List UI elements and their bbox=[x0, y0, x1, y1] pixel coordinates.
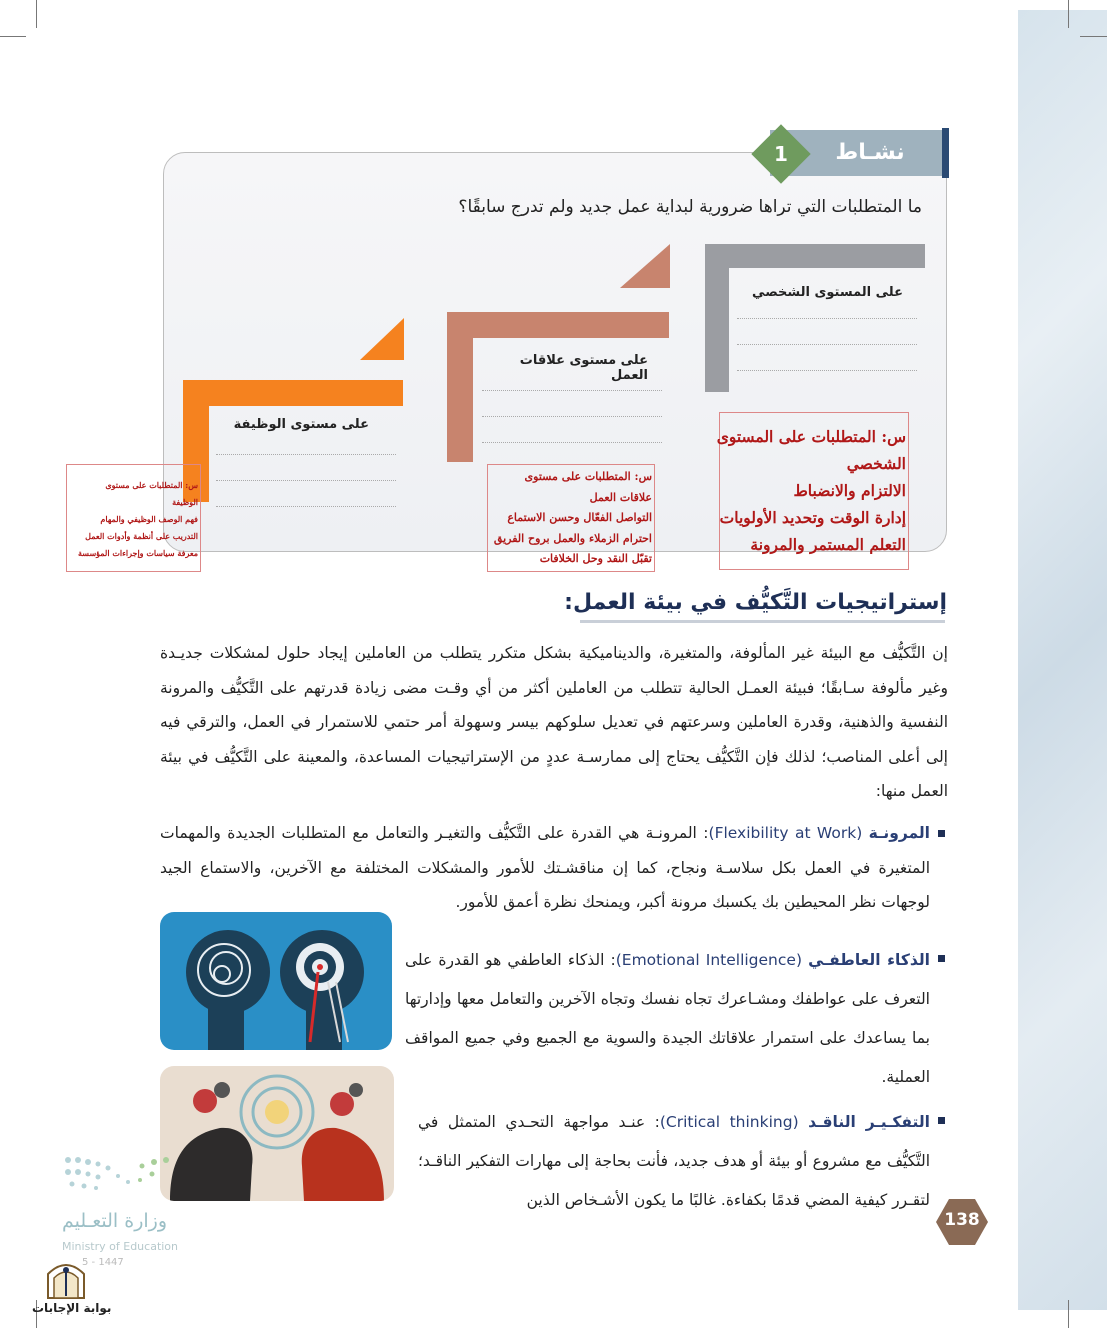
relations-answer-box bbox=[487, 464, 655, 572]
answer-line-text: الوظيفة bbox=[172, 497, 198, 507]
decorative-side-strip bbox=[1018, 10, 1107, 1310]
personal-level-bar bbox=[705, 244, 925, 268]
personal-level-label: على المستوى الشخصي bbox=[752, 285, 903, 300]
strategy-term: الذكاء العاطفـي bbox=[808, 951, 930, 969]
crop-mark bbox=[1068, 0, 1069, 28]
answer-line-text: تقبّل النقد وحل الخلافات bbox=[539, 552, 652, 565]
bullet-square bbox=[938, 830, 945, 837]
crop-mark bbox=[1068, 1300, 1069, 1328]
answer-line bbox=[216, 480, 396, 481]
answer-line bbox=[737, 370, 917, 371]
answer-line bbox=[482, 442, 662, 443]
answer-line-text: س: المتطلبات على مستوى bbox=[524, 470, 652, 483]
strategy-term-en: (Flexibility at Work) bbox=[708, 824, 863, 842]
answer-line-text: س: المتطلبات على مستوى bbox=[105, 480, 198, 490]
ministry-year: 5 - 1447 bbox=[82, 1257, 124, 1268]
gears-heads-illustration bbox=[160, 1066, 394, 1201]
answer-line-text: فهم الوصف الوظيفي والمهام bbox=[100, 514, 198, 524]
ministry-name-en: Ministry of Education bbox=[62, 1240, 179, 1253]
answer-line bbox=[216, 454, 396, 455]
strategy-term: المرونـة bbox=[868, 824, 930, 842]
strategy-text: : المرونـة هي القدرة على التَّكيُّف والتغيـر والتعامل مع المتطلبات الجديدة والمهمات المتغيرة في العمل بكل سلاسـة ونجاح، كما إن مناقشـتك للأمور والمشكلات المختلفة مع الآخرين، والاستماع الجيد لوجهات نظر المحيطين بك يكسبك مرونة أكبر، ويمنحك نظرة أعمق للأمور. bbox=[160, 824, 930, 911]
section-title-underline bbox=[580, 620, 945, 623]
relations-level-bracket bbox=[447, 312, 473, 462]
job-level-label: على مستوى الوظيفة bbox=[233, 417, 369, 432]
relations-level-triangle bbox=[620, 244, 670, 288]
emotional-intelligence-image bbox=[160, 912, 392, 1050]
relations-level-bar bbox=[447, 312, 669, 338]
job-level-bar bbox=[183, 380, 403, 406]
crop-mark bbox=[36, 0, 37, 28]
activity-question: ما المتطلبات التي تراها ضرورية لبداية عمل جديد ولم تدرج سابقًا؟ bbox=[458, 197, 922, 217]
answer-line-text: معرفة سياسات وإجراءات المؤسسة bbox=[78, 548, 198, 558]
ministry-name-ar: وزارة التعـليم bbox=[62, 1210, 168, 1232]
answer-line-text: س: المتطلبات على المستوى bbox=[716, 427, 906, 446]
activity-number-badge bbox=[751, 124, 810, 183]
strategy-text: : الذكاء العاطفي هو القدرة على التعرف على عواطفك ومشـاعرك تجاه نفسك وتجاه الآخرين والتعامل معها وإدارتها بما يساعدك على استمرار علاقاتك الجيدة والسوية مع الجميع وفي جميع المواقف العملية. bbox=[405, 951, 930, 1086]
answer-line-text: التواصل الفعّال وحسن الاستماع bbox=[507, 511, 652, 524]
job-answer-box bbox=[66, 464, 201, 572]
personal-answer-box bbox=[716, 412, 909, 570]
answer-line-text: التدريب على أنظمة وأدوات العمل bbox=[85, 531, 198, 541]
personal-level-bracket bbox=[705, 244, 729, 392]
strategy-text: : عنـد مواجهة التحـدي المتمثل في التَّكيُّف مع مشروع أو بيئة أو هدف جديد، فأنت بحاجة إلى مهارات التفكير الناقـد؛ لتقـرر كيفية المضي قدمًا بكفاءة. غالبًا ما يكون الأشـخاص الذين bbox=[418, 1113, 930, 1209]
strategy-critical-thinking bbox=[418, 1103, 930, 1220]
strategy-term: التفكـيـر الناقـد bbox=[808, 1113, 930, 1131]
activity-label: نشـاط bbox=[835, 140, 905, 165]
strategy-term-en: (Critical thinking) bbox=[659, 1113, 799, 1131]
strategy-emotional-intelligence bbox=[405, 941, 930, 1097]
portal-name: بوابة الإجابات bbox=[32, 1301, 112, 1315]
strategy-flexibility bbox=[160, 816, 930, 920]
ministry-logo-dots bbox=[62, 1152, 182, 1200]
answer-line bbox=[216, 506, 396, 507]
answer-line-text: احترام الزملاء والعمل بروح الفريق bbox=[493, 531, 652, 545]
answer-line-text: الالتزام والانضباط bbox=[793, 481, 906, 500]
intro-paragraph: إن التَّكيُّف مع البيئة غير المألوفة، والمتغيرة، والديناميكية بشكل متكرر يتطلب من العاملين إيجاد حلول لمشكلات جديـدة وغير مألوفة سـابقًا؛ فبيئة العمـل الحالية تتطلب من العاملين أكثر من أي وقـت مضى زيادة قدرتهم على التَّكيُّف والمرونة النفسية والذهنية، وقدرة العاملين وسرعتهم في تعديل سلوكهم بيسر وسهولة أمر حتمي للاستمرار في العمل، والترقي فيه إلى أعلى المناصب؛ لذلك فإن التَّكيُّف يحتاج إلى ممارسـة عددٍ من الإستراتيجيات المساعدة، والمعينة على التَّكيُّف في بيئة العمل منها: bbox=[160, 644, 948, 800]
heads-illustration bbox=[160, 912, 392, 1050]
activity-tab-edge bbox=[942, 128, 949, 178]
section-title: إستراتيجيات التَّكيُّف في بيئة العمل: bbox=[564, 590, 947, 615]
answer-line bbox=[482, 416, 662, 417]
page-number: 138 bbox=[944, 1210, 980, 1230]
bullet-square bbox=[938, 955, 945, 962]
job-level-triangle bbox=[360, 318, 404, 360]
answer-line-text: التعلم المستمر والمرونة bbox=[750, 535, 906, 554]
activity-number: 1 bbox=[774, 142, 788, 166]
answer-line-text: إدارة الوقت وتحديد الأولويات bbox=[719, 508, 906, 527]
answer-line-text: الشخصي bbox=[846, 454, 906, 473]
answer-line bbox=[482, 390, 662, 391]
portal-logo-icon bbox=[44, 1256, 88, 1300]
answer-line-text: علاقات العمل bbox=[589, 490, 652, 504]
answer-line bbox=[737, 344, 917, 345]
crop-mark bbox=[0, 36, 26, 37]
relations-level-label: على مستوى علاقات العمل bbox=[519, 353, 648, 383]
critical-thinking-image bbox=[160, 1066, 394, 1201]
answer-line bbox=[737, 318, 917, 319]
strategy-term-en: (Emotional Intelligence) bbox=[615, 951, 803, 969]
bullet-square bbox=[938, 1117, 945, 1124]
crop-mark bbox=[1080, 36, 1107, 37]
